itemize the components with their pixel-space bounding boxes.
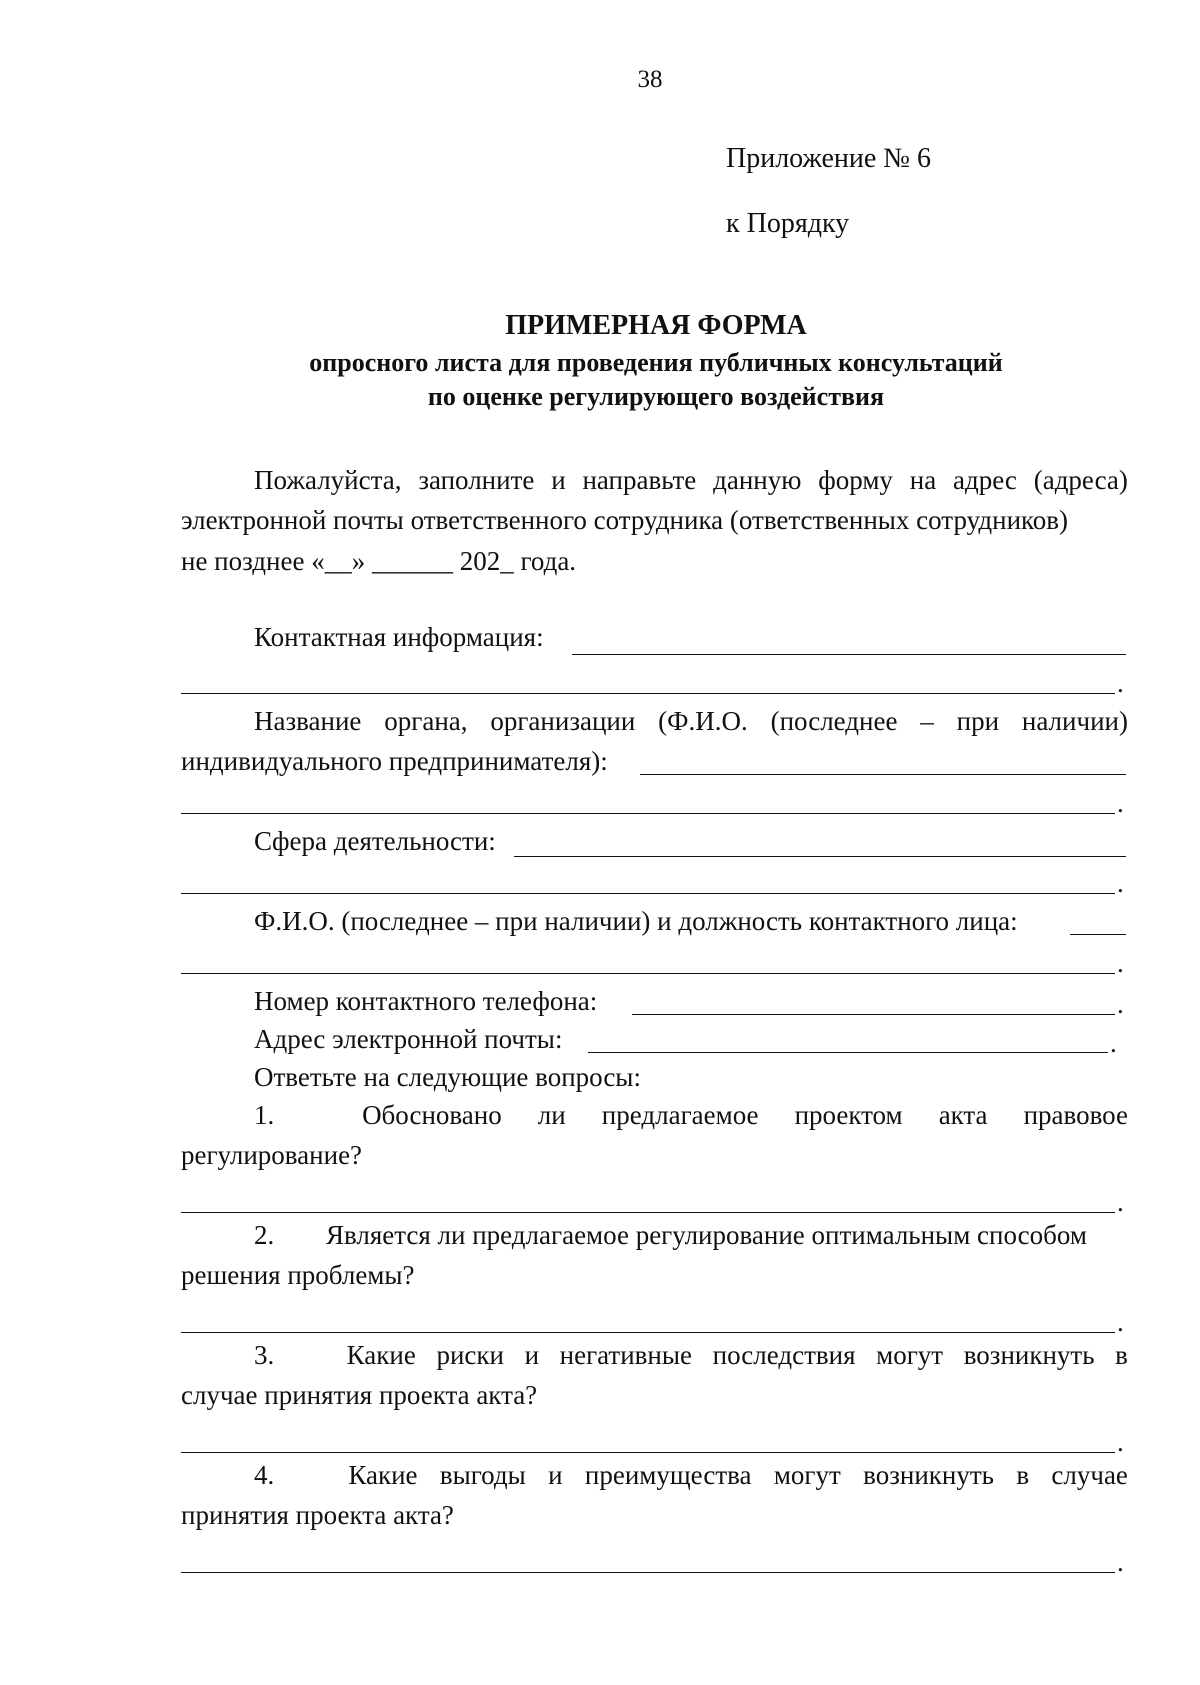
sphere-input-line[interactable] [514, 856, 1126, 857]
intro-line1 [254, 465, 1128, 496]
question-word: и [548, 1460, 563, 1490]
org-name-line1 [254, 706, 1128, 737]
line-end-dot: . [1117, 1547, 1124, 1577]
line-end-dot: . [1117, 868, 1124, 898]
question-4-line1 [254, 1460, 1128, 1491]
question-3-answer-line[interactable] [181, 1452, 1115, 1453]
org-name-input-line[interactable] [640, 774, 1126, 775]
question-word: риски [436, 1340, 504, 1370]
intro-word: и [551, 465, 566, 495]
question-word: возникнуть [963, 1340, 1095, 1370]
contact-info-input-line[interactable] [572, 654, 1126, 655]
question-word: негативные [559, 1340, 693, 1370]
question-1-line1 [254, 1100, 1128, 1131]
line-end-dot: . [1117, 1427, 1124, 1457]
question-3-line2: случае принятия проекта акта? [181, 1380, 538, 1410]
org-word: (Ф.И.О. [658, 706, 748, 736]
intro-word: форму [818, 465, 893, 495]
email-input-line[interactable] [588, 1052, 1108, 1053]
question-2-line1: Является ли предлагаемое регулирование оптимальным способом [326, 1220, 1087, 1250]
contact-person-input-line[interactable] [1070, 934, 1126, 935]
contact-info-input-line2[interactable] [181, 693, 1115, 694]
intro-word: на [909, 465, 937, 495]
question-word: возникнуть [863, 1460, 994, 1490]
question-word: и [524, 1340, 540, 1370]
sphere-input-line2[interactable] [181, 893, 1115, 894]
document-subtitle-line2: по оценке регулирующего воздействия [427, 382, 885, 411]
document-title: ПРИМЕРНАЯ ФОРМА [505, 310, 807, 341]
intro-word: (адреса) [1033, 465, 1128, 495]
org-name-input-line2[interactable] [181, 813, 1115, 814]
phone-label: Номер контактного телефона: [254, 986, 598, 1016]
question-word: в [1016, 1460, 1030, 1490]
question-word: предлагаемое [601, 1100, 759, 1130]
question-4-answer-line[interactable] [181, 1572, 1115, 1573]
intro-word: направьте [582, 465, 697, 495]
question-3-line1 [254, 1340, 1128, 1371]
document-subtitle-line1: опросного листа для проведения публичных консультаций [309, 348, 1003, 377]
question-2-line2: решения проблемы? [181, 1260, 415, 1290]
intro-word: Пожалуйста, [254, 465, 402, 495]
appendix-label: Приложение № 6 [726, 143, 931, 174]
question-word: проектом [794, 1100, 903, 1130]
org-name-label: индивидуального предпринимателя): [181, 746, 608, 776]
question-1-answer-line[interactable] [181, 1212, 1115, 1213]
contact-info-label: Контактная информация: [254, 622, 544, 652]
intro-word: адрес [953, 465, 1017, 495]
intro-deadline: не позднее «__» ______ 202_ года. [181, 546, 577, 576]
line-end-dot: . [1110, 1028, 1117, 1058]
line-end-dot: . [1117, 1307, 1124, 1337]
question-word: Какие [346, 1340, 416, 1370]
question-number: 3. [254, 1340, 275, 1370]
intro-line2: электронной почты ответственного сотрудника (ответственных сотрудников) [181, 505, 1069, 535]
question-4-line2: принятия проекта акта? [181, 1500, 454, 1530]
question-word: преимущества [584, 1460, 752, 1490]
question-word: в [1115, 1340, 1128, 1370]
org-word: органа, [384, 706, 468, 736]
intro-word: данную [713, 465, 802, 495]
line-end-dot: . [1117, 989, 1124, 1019]
question-number: 1. [254, 1100, 275, 1130]
org-word: – [920, 706, 934, 736]
question-word: правовое [1023, 1100, 1128, 1130]
question-number: 4. [254, 1460, 275, 1490]
question-word: выгоды [439, 1460, 526, 1490]
line-end-dot: . [1117, 668, 1124, 698]
org-word: наличии) [1021, 706, 1128, 736]
line-end-dot: . [1117, 788, 1124, 818]
org-word: организации [490, 706, 636, 736]
question-number: 2. [254, 1220, 275, 1250]
answer-prompt: Ответьте на следующие вопросы: [254, 1062, 641, 1092]
email-label: Адрес электронной почты: [254, 1024, 563, 1054]
org-word: Название [254, 706, 362, 736]
contact-person-label: Ф.И.О. (последнее – при наличии) и должность контактного лица: [254, 906, 1018, 936]
contact-person-input-line2[interactable] [181, 973, 1115, 974]
org-word: при [956, 706, 1000, 736]
org-word: (последнее [770, 706, 898, 736]
question-word: могут [773, 1460, 841, 1490]
line-end-dot: . [1117, 1187, 1124, 1217]
question-word: случае [1051, 1460, 1128, 1490]
question-word: Какие [348, 1460, 418, 1490]
question-2-answer-line[interactable] [181, 1332, 1115, 1333]
question-1-line2: регулирование? [181, 1140, 363, 1170]
question-word: акта [938, 1100, 988, 1130]
question-word: могут [876, 1340, 944, 1370]
sphere-label: Сфера деятельности: [254, 826, 496, 856]
question-word: последствия [712, 1340, 856, 1370]
question-word: Обосновано [362, 1100, 502, 1130]
appendix-reference: к Порядку [726, 208, 850, 239]
line-end-dot: . [1117, 948, 1124, 978]
intro-word: заполните [418, 465, 535, 495]
question-word: ли [537, 1100, 566, 1130]
phone-input-line[interactable] [632, 1014, 1115, 1015]
page-number: 38 [637, 66, 663, 93]
